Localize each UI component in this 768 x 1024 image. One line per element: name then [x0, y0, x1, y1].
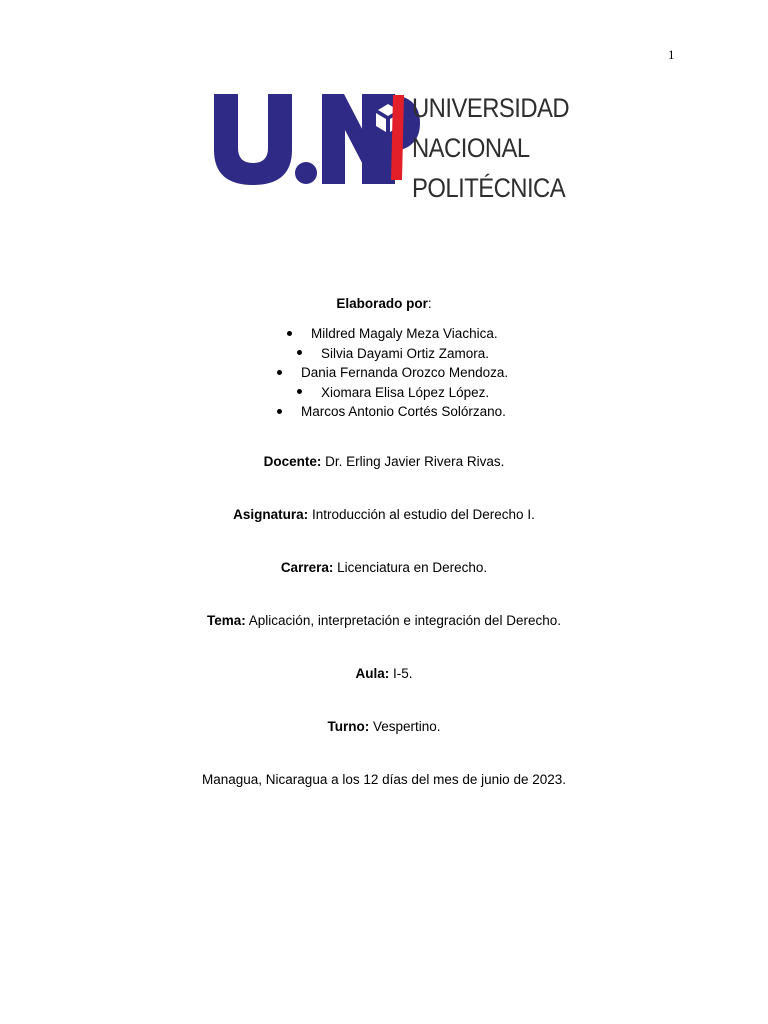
bullet-icon — [277, 409, 282, 414]
docente-line — [0, 454, 768, 469]
bullet-icon — [277, 370, 282, 375]
author-name: Silvia Dayami Ortiz Zamora. — [321, 345, 490, 361]
logo-line-1: UNIVERSIDAD — [412, 93, 570, 123]
turno-value: Vespertino. — [369, 719, 441, 734]
carrera-line — [0, 560, 768, 575]
logo-dot — [295, 162, 317, 184]
carrera-label: Carrera: — [280, 560, 334, 575]
list-item — [297, 383, 489, 403]
prepared-by-suffix: : — [427, 296, 432, 311]
logo-wordmark — [412, 88, 569, 208]
aula-label: Aula: — [355, 666, 390, 681]
prepared-by-label: Elaborado por — [336, 296, 428, 311]
bullet-icon — [297, 389, 302, 394]
author-name: Marcos Antonio Cortés Solórzano. — [301, 404, 506, 419]
author-name: Mildred Magaly Meza Viachica. — [311, 326, 498, 341]
logo-red-bar — [391, 95, 404, 180]
page-number: 1 — [668, 47, 675, 62]
aula-line — [0, 666, 768, 681]
docente-label: Docente: — [263, 454, 322, 469]
bullet-icon — [287, 331, 292, 336]
list-item — [287, 324, 498, 344]
logo-letter-u — [214, 94, 292, 185]
tema-label: Tema: — [207, 613, 246, 628]
turno-line — [0, 719, 768, 734]
docente-value: Dr. Erling Javier Rivera Rivas. — [321, 454, 505, 469]
asignatura-value: Introducción al estudio del Derecho I. — [308, 507, 535, 522]
carrera-value: Licenciatura en Derecho. — [333, 560, 488, 575]
list-item — [297, 344, 489, 364]
asignatura-line — [0, 507, 768, 522]
list-item — [277, 363, 508, 383]
aula-value: I-5. — [389, 666, 413, 681]
list-item — [277, 402, 506, 422]
place-date-line: Managua, Nicaragua a los 12 días del mes de junio de 2023. — [202, 772, 566, 787]
asignatura-label: Asignatura: — [233, 507, 309, 522]
tema-line — [0, 613, 768, 628]
author-name: Dania Fernanda Orozco Mendoza. — [301, 365, 509, 380]
bullet-icon — [297, 350, 302, 355]
prepared-by-heading — [0, 296, 768, 311]
author-name: Xiomara Elisa López López. — [321, 384, 490, 400]
tema-value: Aplicación, interpretación e integración del Derecho. — [245, 613, 561, 628]
logo-line-2: NACIONAL — [412, 133, 530, 163]
turno-label: Turno: — [327, 719, 370, 734]
logo-line-3: POLITÉCNICA — [412, 173, 566, 203]
